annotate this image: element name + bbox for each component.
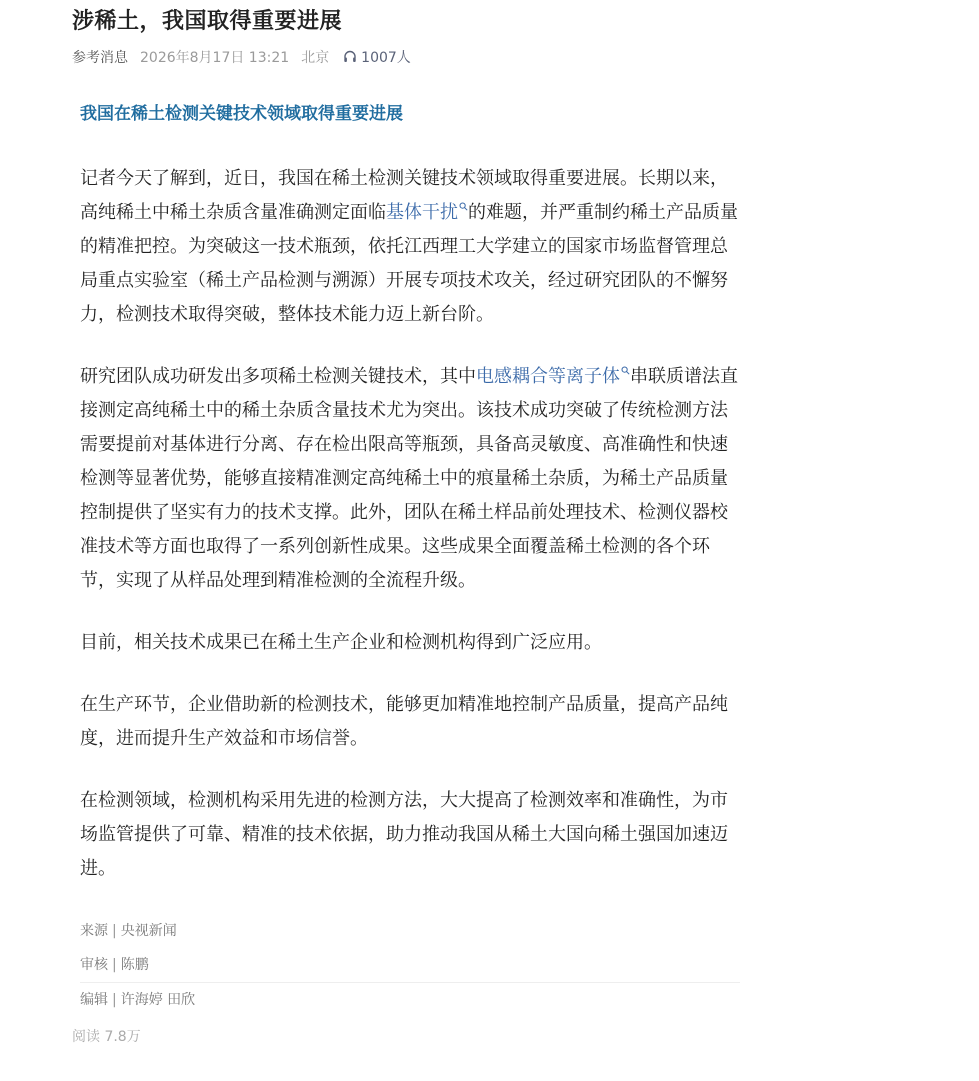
paragraph-text: 的难题，并严重制约稀土产品质量的精准把控。为突破这一技术瓶颈，依托江西理工大学建立的国家市场监督管理总局重点实验室（稀土产品检测与溯源）开展专项技术攻关，经过研究团队的不懈努力，检测技术取得突破，整体技术能力迈上新台阶。 <box>80 202 738 325</box>
credit-label: 审核 <box>80 957 108 973</box>
article-subheading: 我国在稀土检测关键技术领域取得重要进展 <box>80 104 403 124</box>
source-link[interactable]: 参考消息 <box>72 50 128 66</box>
article-body <box>72 92 748 1017</box>
search-icon <box>621 366 630 375</box>
paragraph-2 <box>72 360 748 598</box>
credit-label: 来源 <box>80 923 108 939</box>
paragraph-1 <box>72 162 748 332</box>
keyword-text: 基体干扰 <box>386 202 458 223</box>
credit-value: 陈鹏 <box>120 957 149 973</box>
credit-separator: | <box>112 992 117 1008</box>
paragraph-text: 研究团队成功研发出多项稀土检测关键技术，其中 <box>80 366 476 387</box>
credit-separator: | <box>112 923 117 939</box>
paragraph-text: 串联质谱法直接测定高纯稀土中的稀土杂质含量技术尤为突出。该技术成功突破了传统检测方法需要提前对基体进行分离、存在检出限高等瓶颈，具备高灵敏度、高准确性和快速检测等显著优势，能够直接精准测定高纯稀土中的痕量稀土杂质，为稀土产品质量控制提供了坚实有力的技术支撑。此外，团队在稀土样品前处理技术、检测仪器校准技术等方面也取得了一系列创新性成果。这些成果全面覆盖稀土检测的各个环节，实现了从样品处理到精准检测的全流程升级。 <box>80 366 738 591</box>
publish-datetime: 2026年8月17日 13:21 <box>140 50 290 66</box>
article-credits <box>72 914 748 1017</box>
credit-value: 许海婷 田欣 <box>120 992 196 1008</box>
search-icon <box>459 202 468 211</box>
keyword-link[interactable] <box>386 202 468 223</box>
paragraph-3: 目前，相关技术成果已在稀土生产企业和检测机构得到广泛应用。 <box>80 632 602 653</box>
keyword-link[interactable] <box>476 366 630 387</box>
listen-button[interactable] <box>343 47 411 67</box>
credit-value: 央视新闻 <box>120 923 177 939</box>
article-title: 涉稀土，我国取得重要进展 <box>72 9 343 34</box>
credit-editor <box>80 983 740 1017</box>
credit-review <box>80 948 740 983</box>
paragraph-text: 记者今天了解到，近日，我国在稀土检测关键技术领域取得重要进展。长期以来，高纯稀土中稀土杂质含量准确测定面临 <box>80 168 728 223</box>
keyword-text: 电感耦合等离子体 <box>476 366 620 387</box>
location: 北京 <box>301 50 330 66</box>
credit-source <box>80 914 740 948</box>
credit-label: 编辑 <box>80 992 108 1008</box>
listener-count: 1007人 <box>361 50 411 66</box>
credit-separator: | <box>112 957 117 973</box>
read-count: 阅读 7.8万 <box>72 1029 141 1045</box>
paragraph-5: 在检测领域，检测机构采用先进的检测方法，大大提高了检测效率和准确性，为市场监管提供了可靠、精准的技术依据，助力推动我国从稀土大国向稀土强国加速迈进。 <box>80 790 728 879</box>
article-meta <box>72 47 411 67</box>
paragraph-4: 在生产环节，企业借助新的检测技术，能够更加精准地控制产品质量，提高产品纯度，进而提升生产效益和市场信誉。 <box>80 694 728 749</box>
headphones-icon <box>343 50 357 64</box>
